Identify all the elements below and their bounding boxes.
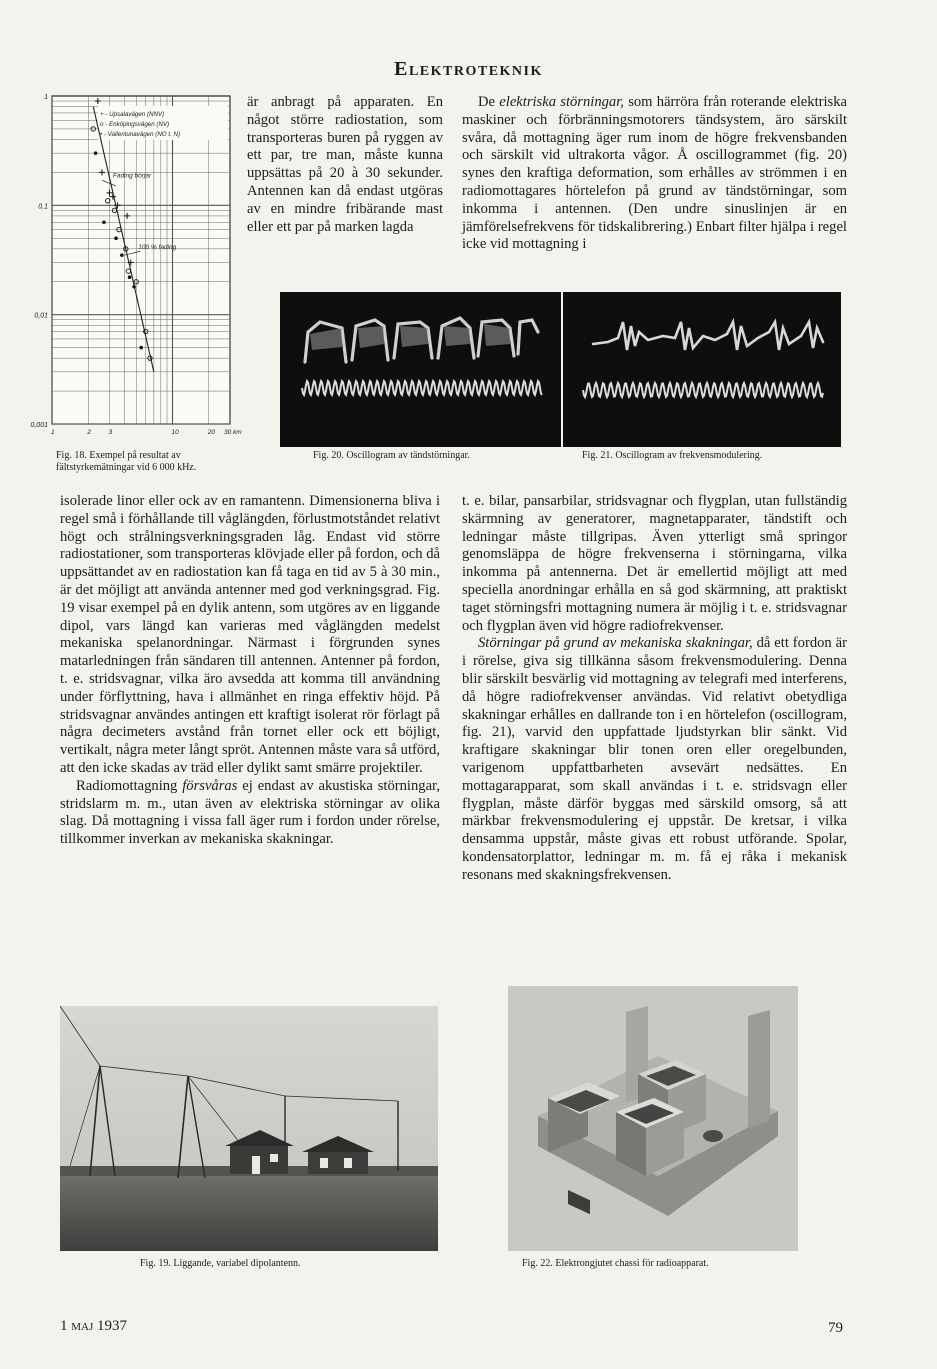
- text-run: ej endast av akustiska störningar, stridslarm m. m., utan även av elektriska störningar av olika slag. Då mottagning i vissa fall äger rum i fordon under rörelse, tillkommer inverkan av mekaniska skakningar.: [60, 777, 440, 848]
- mechanical-vibration-paragraph: [462, 635, 847, 884]
- data-point-dot: [94, 151, 98, 155]
- emphasis-text: elektriska störningar,: [499, 94, 624, 110]
- top-right-column: [462, 94, 847, 254]
- annotation-fading-start: Fading börjar: [112, 172, 152, 180]
- shielding-paragraph: t. e. bilar, pansarbilar, stridsvagnar och flygplan, utan fullständig skärmning av generatorer, magnetapparater, tändstift och ledningar måste tillgripas. Även ytterligt små springor genomsläppa de högre frekvenserna i störningarna, vilka inkomma på antennerna. Det är emellertid möjligt att med speciella anordningar erhålla en så god skärmning, att praktiskt taget störningsfri mottagning numera är möjlig i t. e. stridsvagnar och flygplan även vid högre radiofrekvenser.: [462, 493, 847, 634]
- reception-paragraph: [60, 778, 440, 849]
- legend-entry: + - Upsalavägen (NNV): [100, 111, 165, 118]
- fig19-caption: Fig. 19. Liggande, variabel dipolantenn.: [140, 1258, 301, 1269]
- page-header: Elektroteknik: [394, 58, 543, 80]
- text-run: då ett fordon är i rörelse, giva sig tillkänna såsom frekvensmodulering. Denna blir särskilt besvärlig vid mottagning av telegrafi med interferens, då högre radiofrekvenser användas. Vid relativt obetydliga skakningar erhålles en dallrande ton i en hörtelefon (oscillogram, fig. 21), varvid den uppfattade ljudstyrkan blir sänkt. Vid kraftigare skakningar blir tonen oren eller oregelbunden, varigenom uppfattbarheten avsevärt nedsättes. En mottagarapparat, som skall användas i t. e. stridsvagn eller flygplan, måste därför byggas med särskild omsorg, så att märkbar frekvensmodulering ej uppstår. De kretsar, i vilka densamma uppstår, måste givas ett robust utförande. Spolar, kondensatorplattor, ledningar m. m. få ej råka i mekanisk resonans med skakningsfrekvensen.: [462, 635, 847, 883]
- text-run: Radiomottagning: [76, 777, 183, 794]
- text-run: som härröra från roterande elektriska maskiner och förbränningsmotorers tändsystem, äro särskilt svåra, då mottagning äger rum inom de högre frekvensbanden och särskilt vid ultrakorta vågor. Å oscillogrammet (fig. 20) synes den kraftiga deformation, som erhålles av strömmen i en radiomottagares hörtelefon på grund av tändstörningar, som inkomma i antennen. (Den undre sinuslinjen är en jämförelsefrekvens för tidskalibrering.) Enbart filter hjälpa i regel icke vid mottagning i: [462, 94, 847, 253]
- data-point-dot: [120, 253, 124, 257]
- fig22-photo: [508, 986, 798, 1251]
- y-tick-label: 0,001: [30, 422, 48, 429]
- data-point-dot: [132, 285, 136, 289]
- fig21-oscillogram: [563, 292, 841, 447]
- y-tick-label: 1: [44, 94, 48, 101]
- y-tick-label: 0,01: [34, 312, 48, 320]
- fig20-oscillogram: [280, 292, 561, 447]
- fig22-caption: Fig. 22. Elektrongjutet chassi för radioapparat.: [522, 1258, 709, 1269]
- fig20-caption: Fig. 20. Oscillogram av tändstörningar.: [313, 450, 470, 461]
- data-point-dot: [114, 236, 118, 240]
- data-point-dot: [102, 220, 106, 224]
- fig18-chart: [30, 88, 242, 448]
- footer-date: 1 maj 1937: [60, 1318, 128, 1334]
- fig21-caption: Fig. 21. Oscillogram av frekvensmodulering.: [582, 450, 763, 461]
- right-column: [462, 493, 847, 885]
- legend-entry: • - Vallentunavägen (NO t. N): [100, 131, 181, 138]
- emphasis-text: Störningar på grund av mekaniska skakningar,: [478, 635, 753, 652]
- field: [60, 1174, 438, 1251]
- x-tick-label: 1: [51, 429, 55, 436]
- x-tick-label: 2: [87, 429, 91, 436]
- x-tick-label: 3: [108, 429, 113, 436]
- fig18-caption: Fig. 18. Exempel på resultat av fältstyrkemätningar vid 6 000 kHz.: [56, 450, 197, 473]
- top-left-column: [247, 94, 443, 236]
- antenna-paragraph: isolerade linor eller ock av en ramantenn. Dimensionerna bliva i regel små i förhållande till våglängden, förlustmotståndet relativt högt och strålningsverkningsgraden låg. Endast vid större radiostationer, som transporteras klövjade eller på fordon, och då uppsättandet av en radiostation kan få taga en tid av 5 à 30 min., är det möjligt att använda antenner med god verkningsgrad. Fig. 19 visar exempel på en dylik antenn, som utgöres av en liggande dipol, vars längd kan varieras med våglängden medelst mekaniska spelanordningar. Närmast i förgrunden synes matarledningen från sändaren till antennen. Antenner på fordon, t. e. stridsvagnar, vilka äro avsedda att komma till användning under förflyttning, hava i allmänhet en ringa effektiv höjd. På stridsvagnar användes antingen ett kraftigt isolerat rör förlagt på några decimeters avstånd från tornet eller ock ett böjligt, vertikalt, några meter långt spröt. Antennen måste vara så utförd, att den icke skadas av träd eller dylikt samt smärre projektiler.: [60, 493, 440, 776]
- fig19-photo: [60, 1006, 438, 1251]
- oscillogram-background: [563, 292, 841, 447]
- left-column: [60, 493, 440, 849]
- y-tick-label: 0,1: [38, 203, 48, 211]
- page-number: 79: [828, 1320, 843, 1336]
- text-run: De: [478, 94, 500, 110]
- plot-area: [52, 96, 230, 424]
- data-point-dot: [139, 346, 143, 350]
- top-left-paragraph: är anbragt på apparaten. En något större radiostation, som transporteras buren på ryggen av ett par, tre man, måste kunna uppsättas på 20 à 30 sekunder. Antennen kan då endast utgöras av en mindre fribärande mast eller ett par på marken lagda: [247, 94, 443, 235]
- oscillogram-background: [280, 292, 561, 447]
- x-tick-label: 10: [171, 429, 179, 436]
- legend-entry: o - Enköpingsvägen (NV): [100, 121, 170, 128]
- annotation-full-fading: 100 % fading: [138, 243, 177, 251]
- emphasis-text: försvåras: [182, 777, 238, 794]
- data-point-dot: [128, 275, 132, 279]
- x-tick-label: 20: [207, 429, 216, 436]
- electric-interference-paragraph: [462, 94, 847, 254]
- x-tick-label: 30 km: [224, 429, 242, 436]
